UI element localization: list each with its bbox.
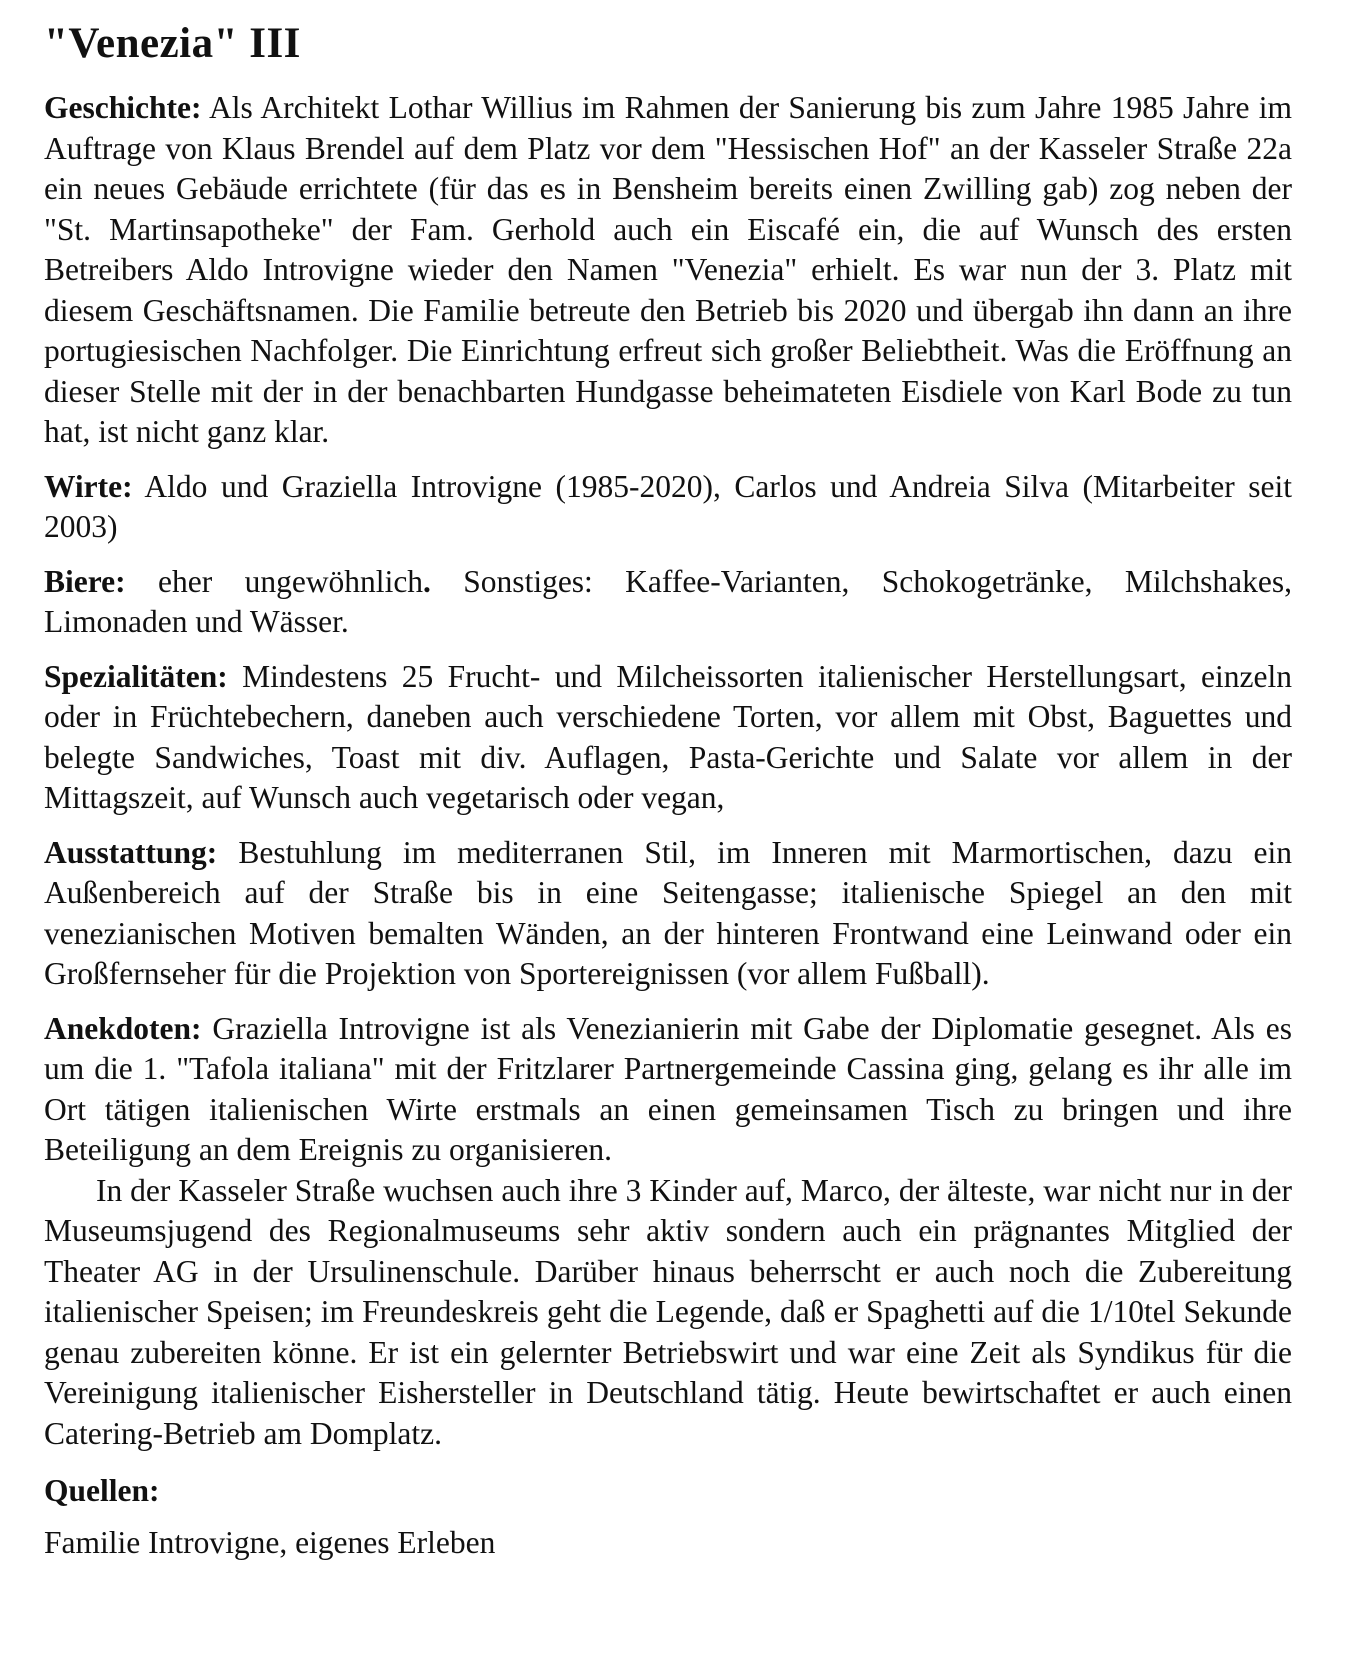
label-wirte: Wirte: (44, 468, 133, 504)
label-ausstattung: Ausstattung: (44, 834, 218, 870)
text-ausstattung: Bestuhlung im mediterranen Stil, im Inneren mit Marmortischen, dazu ein Außenbereich auf der Straße bis in eine Seitengasse; italienische Spiegel an den mit venezianischen Motiven bemalten Wänden, an der hinteren Frontwand eine Leinwand oder ein Großfernseher für die Projektion von Sportereignissen (vor allem Fußball). (44, 834, 1292, 991)
section-spezialitaeten (44, 657, 1292, 819)
label-anekdoten: Anekdoten: (44, 1010, 202, 1046)
section-wirte (44, 467, 1292, 548)
page-title: "Venezia" III (44, 20, 301, 67)
text-geschichte: Als Architekt Lothar Willius im Rahmen der Sanierung bis zum Jahre 1985 Jahre im Auftrage von Klaus Brendel auf dem Platz vor dem "Hessischen Hof" an der Kasseler Straße 22a ein neues Gebäude errichtete (für das es in Bensheim bereits einen Zwilling gab) zog neben der "St. Martinsapotheke" der Fam. Gerhold auch ein Eiscafé ein, die auf Wunsch des ersten Betreibers Aldo Introvigne wieder den Namen "Venezia" erhielt. Es war nun der 3. Platz mit diesem Geschäftsnamen. Die Familie betreute den Betrieb bis 2020 und übergab ihn dann an ihre portugiesischen Nachfolger. Die Einrichtung erfreut sich großer Beliebtheit. Was die Eröffnung an dieser Stelle mit der in der benachbarten Hundgasse beheimateten Eisdiele von Karl Bode zu tun hat, ist nicht ganz klar. (44, 90, 1292, 449)
text-quellen: Familie Introvigne, eigenes Erleben (44, 1525, 496, 1560)
biere-dot: . (423, 563, 431, 599)
text-biere-part1: eher ungewöhnlich (125, 563, 424, 599)
text-anekdoten: Graziella Introvigne ist als Venezianierin mit Gabe der Diplomatie gesegnet. Als es um die 1. "Tafola italiana" mit der Fritzlarer Partnergemeinde Cassina ging, gelang es ihr alle im Ort tätigen italienischen Wirte erstmals an einen gemeinsamen Tisch zu bringen und ihre Beteiligung an dem Ereignis zu organisieren. (44, 1010, 1292, 1167)
label-biere: Biere: (44, 563, 126, 599)
document-page (44, 14, 1292, 1564)
section-ausstattung (44, 833, 1292, 995)
section-biere (44, 562, 1292, 643)
section-anekdoten (44, 1009, 1292, 1171)
text-biere-part2: Sonstiges: Kaffee-Varianten, Schokogetränke, Milchshakes, Limonaden und Wässer. (44, 563, 1292, 639)
section-anekdoten-continued: In der Kasseler Straße wuchsen auch ihre 3 Kinder auf, Marco, der älteste, war nicht nur in der Museumsjugend des Regionalmuseums sehr aktiv sondern auch ein prägnantes Mitglied der Theater AG in der Ursulinenschule. Darüber hinaus beherrscht er auch noch die Zubereitung italienischer Speisen; im Freundeskreis geht die Legende, daß er Spaghetti auf die 1/10tel Sekunde genau zubereiten könne. Er ist ein gelernter Betriebswirt und war eine Zeit als Syndikus für die Vereinigung italienischer Eishersteller in Deutschland tätig. Heute bewirtschaftet er auch einen Catering-Betrieb am Domplatz. (44, 1172, 1292, 1451)
text-spezialitaeten: Mindestens 25 Frucht- und Milcheissorten italienischer Herstellungsart, einzeln oder in Früchtebechern, daneben auch verschiedene Torten, vor allem mit Obst, Baguettes und belegte Sandwiches, Toast mit div. Auflagen, Pasta-Gerichte und Salate vor allem in der Mittagszeit, auf Wunsch auch vegetarisch oder vegan, (44, 658, 1292, 815)
label-geschichte: Geschichte: (44, 90, 202, 125)
label-quellen: Quellen: (44, 1473, 160, 1508)
text-wirte: Aldo und Graziella Introvigne (1985-2020), Carlos und Andreia Silva (Mitarbeiter seit 2003) (44, 468, 1292, 544)
label-spezialitaeten: Spezialitäten: (44, 658, 228, 694)
section-geschichte (44, 88, 1292, 453)
